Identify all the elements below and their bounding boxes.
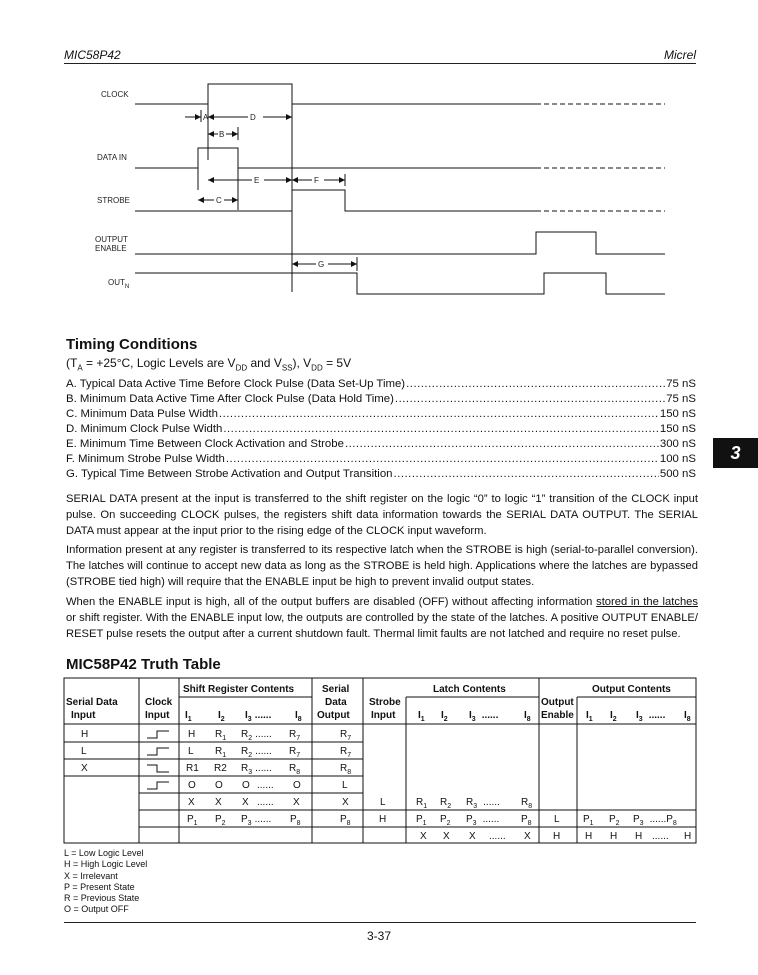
svg-text:H: H (188, 729, 196, 740)
timing-conditions-subtitle: ($T_A = +25^\circ C$, Logic Levels are $V_{DD}$ and $V_{SS}$), $V_{DD} = 5V$ (66, 356, 352, 373)
svg-text:I8: $I_8$ (684, 710, 691, 723)
out-n-label: $OUT_N$ (108, 278, 130, 290)
paragraph-latch-info: Information present at any register is transferred to its respective latch when the STROBE is high (serial-to-parallel conversion). The latches will continue to accept new data as long as the STROBE is held high. Applications where the latches are bypassed (STROBE tied high) will require that the ENABLE input be high to prevent invalid output states. (66, 544, 698, 588)
clock-rising-edge-icon (147, 748, 169, 755)
svg-text:H: H (553, 831, 561, 842)
svg-text:R2......: $R_2$ ...... (241, 746, 272, 759)
svg-text:X: X (188, 797, 195, 808)
svg-text:X: X (524, 831, 531, 842)
svg-text:X: X (342, 797, 349, 808)
svg-text:R7: $R_7$ (289, 746, 301, 759)
data-in-label: DATA IN (97, 153, 127, 162)
page-number: 3-37 (366, 929, 392, 943)
table-row (81, 746, 351, 759)
svg-text:P2: $P_2$ (609, 814, 620, 827)
strobe-label: STROBE (97, 196, 130, 205)
output-subheaders (586, 710, 691, 723)
data-in-waveform (135, 148, 536, 168)
svg-text:X: X (443, 831, 450, 842)
timing-condition-row: A. Typical Data Active Time Before Clock Pulse (Data Set-Up Time) ..... 75 nS (66, 377, 696, 392)
th-output-contents: Output Contents (592, 684, 671, 695)
svg-text:R1: $R_1$ (416, 797, 428, 810)
svg-text:I1: $I_1$ (418, 710, 425, 723)
svg-text:R8: $R_8$ (289, 763, 301, 776)
svg-text:X: X (293, 797, 300, 808)
svg-text:I3......: $I_3$ ...... (245, 710, 272, 723)
th-serial-1: Serial (322, 684, 350, 695)
svg-text:R3......: $R_3$ ...... (241, 763, 272, 776)
svg-text:H: H (610, 831, 618, 842)
svg-text:R8: $R_8$ (340, 763, 352, 776)
table-row (188, 780, 348, 791)
th-clock-2: Input (145, 710, 170, 721)
svg-text:X: X (242, 797, 249, 808)
legend-item: L = Low Logic Level (64, 848, 144, 858)
truth-table-legend (64, 848, 147, 916)
legend-item: R = Previous State (64, 893, 140, 904)
section-tab: 3 (713, 438, 758, 468)
strobe-waveform (135, 190, 536, 211)
svg-text:H: H (379, 814, 387, 825)
svg-text:R7: $R_7$ (289, 729, 301, 742)
svg-text:P8: $P_8$ (290, 814, 301, 827)
svg-text:H: H (81, 729, 89, 740)
svg-text:......: ...... (489, 831, 506, 842)
paragraph-serial-data: SERIAL DATA present at the input is transferred to the shift register on the logic “0” to logic “1” transition of the CLOCK input pulse. On succeeding CLOCK pulses, the registers shift data information towards the SERIAL DATA OUTPUT. The SERIAL DATA must appear at the input prior to the rising edge of the CLOCK input waveform. (66, 493, 698, 537)
header-rule (64, 63, 696, 64)
th-serial-data-2: Input (71, 710, 96, 721)
svg-text:X: X (469, 831, 476, 842)
svg-text:I3......: $I_3$ ...... (636, 710, 666, 723)
svg-text:H: H (585, 831, 593, 842)
svg-text:L: L (188, 746, 194, 757)
paragraph-enable-info: When the ENABLE input is high, all of the output buffers are disabled (OFF) without affecting information stored in the latches or shift register. With the ENABLE input low, the outputs are controlled by the state of the latches. A positive OUTPUT ENABLE/ RESET pulse resets the output after a current shutdown fault. Thermal limit faults are not latched and require no reset pulse. (66, 596, 699, 640)
th-shift-register: Shift Register Contents (183, 684, 295, 695)
svg-text:L: L (380, 797, 386, 808)
svg-text:O: O (242, 780, 250, 791)
output-enable-label-2: ENABLE (95, 244, 127, 253)
svg-text:P1: $P_1$ (583, 814, 594, 827)
out-n-waveform (135, 273, 665, 294)
clock-falling-edge-icon (147, 765, 169, 772)
th-clock-1: Clock (145, 697, 173, 708)
svg-text:I1: $I_1$ (586, 710, 593, 723)
legend-item: X = Irrelevant (64, 870, 118, 881)
marker-b: B (219, 130, 225, 139)
svg-text:I8: $I_8$ (295, 710, 302, 723)
svg-text:X: X (81, 763, 88, 774)
legend-item: O = Output OFF (64, 904, 129, 915)
th-serial-3: Output (317, 710, 350, 721)
table-row (81, 729, 351, 742)
th-strobe-2: Input (371, 710, 396, 721)
svg-text:O: O (188, 780, 196, 791)
svg-text:R1: R1 (186, 763, 199, 774)
svg-text:P1: $P_1$ (187, 814, 198, 827)
svg-text:R1: $R_1$ (215, 729, 227, 742)
header-company: Micrel (664, 48, 696, 62)
th-serial-data-1: Serial Data (66, 697, 118, 708)
th-serial-2: Data (325, 697, 347, 708)
svg-text:L: L (554, 814, 560, 825)
output-enable-label-1: OUTPUT (95, 235, 128, 244)
svg-text:H: H (684, 831, 692, 842)
marker-g: G (318, 260, 325, 269)
th-output-enable-2: Enable (541, 710, 574, 721)
svg-text:R7: $R_7$ (340, 729, 352, 742)
svg-text:O: O (293, 780, 301, 791)
svg-text:P8: $P_8$ (521, 814, 532, 827)
svg-text:H: H (635, 831, 643, 842)
svg-text:I1: $I_1$ (185, 710, 192, 723)
marker-d: D (250, 113, 256, 122)
timing-condition-row: G. Typical Time Between Strobe Activation and Output Transition ..... 500 nS (66, 467, 696, 482)
svg-text:P3......P8: $P_3$ $......P_8$ (633, 814, 677, 827)
timing-condition-row: C. Minimum Data Pulse Width ..... 150 nS (66, 407, 696, 422)
svg-text:R7: $R_7$ (340, 746, 352, 759)
th-strobe-1: Strobe (369, 697, 401, 708)
header-part-number: MIC58P42 (64, 48, 121, 62)
timing-condition-row: B. Minimum Data Active Time After Clock Pulse (Data Hold Time) ..... 75 nS (66, 392, 696, 407)
legend-item: H = High Logic Level (64, 859, 148, 870)
svg-text:P8: $P_8$ (340, 814, 351, 827)
timing-diagram (0, 75, 758, 300)
svg-text:......: ...... (652, 831, 669, 842)
marker-c: C (216, 196, 222, 205)
svg-text:I2: $I_2$ (610, 710, 617, 723)
marker-a: A (203, 113, 209, 122)
timing-conditions-list (66, 377, 696, 482)
svg-text:R2: R2 (214, 763, 227, 774)
timing-conditions-title: Timing Conditions (66, 336, 198, 353)
svg-text:R3......: $R_3$ ...... (466, 797, 500, 810)
table-row (187, 814, 677, 827)
svg-text:P3......: $P_3$ ...... (241, 814, 272, 827)
legend-item: P = Present State (64, 881, 135, 892)
svg-text:P2: $P_2$ (215, 814, 226, 827)
shift-register-subheaders (185, 710, 302, 723)
svg-text:R8: $R_8$ (521, 797, 533, 810)
svg-text:X: X (420, 831, 427, 842)
clock-waveform (135, 84, 536, 104)
svg-text:L: L (81, 746, 87, 757)
table-row (81, 763, 351, 776)
svg-text:......: ...... (257, 780, 274, 791)
svg-text:P2: $P_2$ (440, 814, 451, 827)
svg-text:R1: $R_1$ (215, 746, 227, 759)
table-row (188, 797, 532, 810)
svg-text:I2: $I_2$ (441, 710, 448, 723)
svg-text:P1: $P_1$ (416, 814, 427, 827)
th-output-enable-1: Output (541, 697, 574, 708)
timing-condition-row: D. Minimum Clock Pulse Width ..... 150 nS (66, 422, 696, 437)
th-latch: Latch Contents (433, 684, 506, 695)
clock-rising-edge-icon (147, 731, 169, 738)
svg-text:R2......: $R_2$ ...... (241, 729, 272, 742)
svg-text:I8: $I_8$ (524, 710, 531, 723)
truth-table-title: MIC58P42 Truth Table (66, 656, 221, 673)
footer-rule (64, 922, 696, 923)
marker-e: E (254, 176, 260, 185)
svg-text:O: O (215, 780, 223, 791)
timing-condition-row: F. Minimum Strobe Pulse Width ..... 100 nS (66, 452, 696, 467)
clock-rising-edge-icon (147, 782, 169, 789)
timing-condition-row: E. Minimum Time Between Clock Activation and Strobe ..... 300 nS (66, 437, 696, 452)
svg-text:P3......: $P_3$ ...... (466, 814, 500, 827)
marker-f: F (314, 176, 319, 185)
latch-subheaders (418, 710, 531, 723)
svg-text:R2: $R_2$ (440, 797, 452, 810)
svg-text:I3......: $I_3$ ...... (469, 710, 499, 723)
svg-text:L: L (342, 780, 348, 791)
table-row (420, 831, 691, 842)
output-enable-waveform (135, 232, 665, 254)
clock-label: CLOCK (101, 90, 129, 99)
svg-text:......: ...... (257, 797, 274, 808)
truth-table (0, 676, 758, 846)
svg-text:I2: $I_2$ (218, 710, 225, 723)
svg-text:X: X (215, 797, 222, 808)
